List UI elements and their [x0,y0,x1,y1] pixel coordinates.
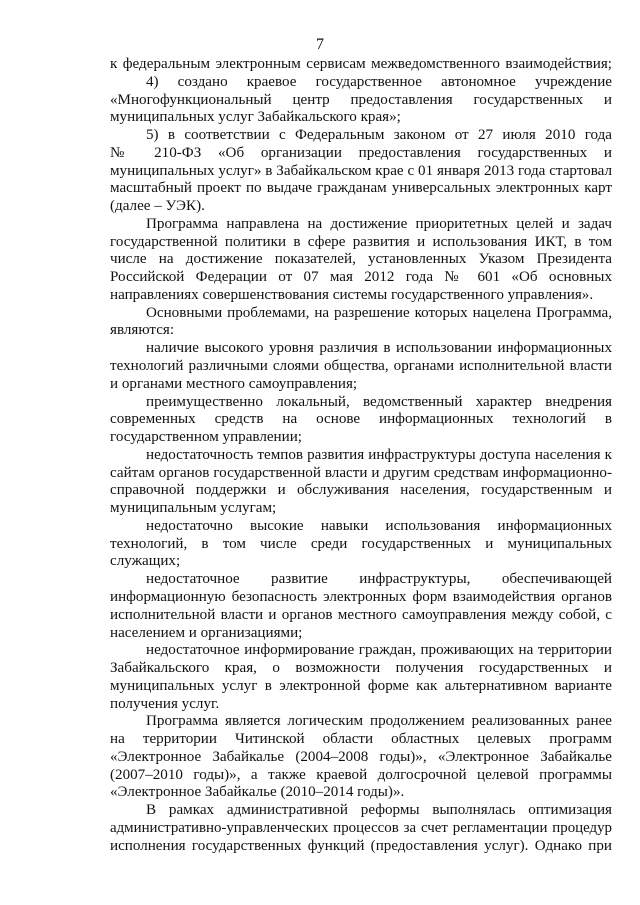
text-line: В рамках административной реформы выполнялась оптимизация [146,802,612,819]
text-line: получения услуг. [110,695,220,712]
text-line: технологий различными слоями общества, органами исполнительной власти [110,358,612,375]
text-line: (далее – УЭК). [110,198,205,215]
text-line: технологий, в том числе среди государственных и муниципальных [110,535,612,552]
text-line: на территории Читинской области областных целевых программ [110,731,612,748]
text-line: недостаточное информирование граждан, проживающих на территории [146,642,612,659]
text-line: недостаточное развитие инфраструктуры, обеспечивающей [146,571,612,588]
text-line: являются: [110,322,175,339]
text-line: недостаточно высокие навыки использования информационных [146,517,612,534]
text-line: направлениях совершенствования системы государственного управления». [110,286,594,303]
text-line: Программа является логическим продолжением реализованных ранее [146,713,612,730]
text-line: справочной поддержки и обслуживания населения, государственным и [110,482,612,499]
text-line: исполнительной власти и органов местного самоуправления между собой, с [110,606,612,623]
text-line: «Многофункциональный центр предоставления государственных и [110,91,612,108]
text-line: государственной политики в сфере развития и использования ИКТ, в том [110,233,612,250]
text-line: современных средств на основе информационных технологий в [110,411,612,428]
text-line: (2007–2010 годы)», а также краевой долгосрочной целевой программы [110,766,612,783]
text-line: преимущественно локальный, ведомственный характер внедрения [146,393,612,410]
text-line: муниципальных услуг Забайкальского края»; [110,109,401,126]
body-text [110,56,612,855]
text-line: Программа направлена на достижение приоритетных целей и задач [146,215,612,232]
text-line: «Электронное Забайкалье (2010–2014 годы)». [110,784,405,801]
text-line: Основными проблемами, на разрешение которых нацелена Программа, [146,304,612,321]
text-line: информационную безопасность электронных форм взаимодействия органов [110,588,612,605]
text-line: недостаточность темпов развития инфраструктуры доступа населения к [146,446,612,463]
text-line: числе на достижение показателей, установленных Указом Президента [110,251,612,268]
text-line: сайтам органов государственной власти и другим средствам информационно- [110,464,612,481]
text-line: Российской Федерации от 07 мая 2012 года № 601 «Об основных [110,269,612,286]
text-line: государственном управлении; [110,429,302,446]
text-line: масштабный проект по выдаче гражданам универсальных электронных карт [110,180,612,197]
text-line: служащих; [110,553,181,570]
text-line: 4) создано краевое государственное автономное учреждение [146,73,612,90]
text-line: и органами местного самоуправления; [110,375,358,392]
text-line: исполнения государственных функций (предоставления услуг). Однако при [110,837,612,854]
text-line: 5) в соответствии с Федеральным законом от 27 июля 2010 года [146,127,612,144]
text-line: № 210-ФЗ «Об организации предоставления государственных и [110,144,612,161]
text-line: наличие высокого уровня различия в использовании информационных [146,340,612,357]
text-line: Забайкальского края, о возможности получения государственных и [110,660,612,677]
text-line: муниципальных услуг в электронной форме как альтернативном варианте [110,677,612,694]
text-line: муниципальных услуг» в Забайкальском крае с 01 января 2013 года стартовал [110,162,612,179]
text-line: административно-управленческих процессов за счет регламентации процедур [110,819,612,836]
text-line: «Электронное Забайкалье (2004–2008 годы)», «Электронное Забайкалье [110,748,612,765]
text-line: к федеральным электронным сервисам межведомственного взаимодействия; [110,56,612,72]
page-number: 7 [316,36,324,53]
text-line: муниципальным услугам; [110,500,277,517]
text-line: населением и организациями; [110,624,303,641]
